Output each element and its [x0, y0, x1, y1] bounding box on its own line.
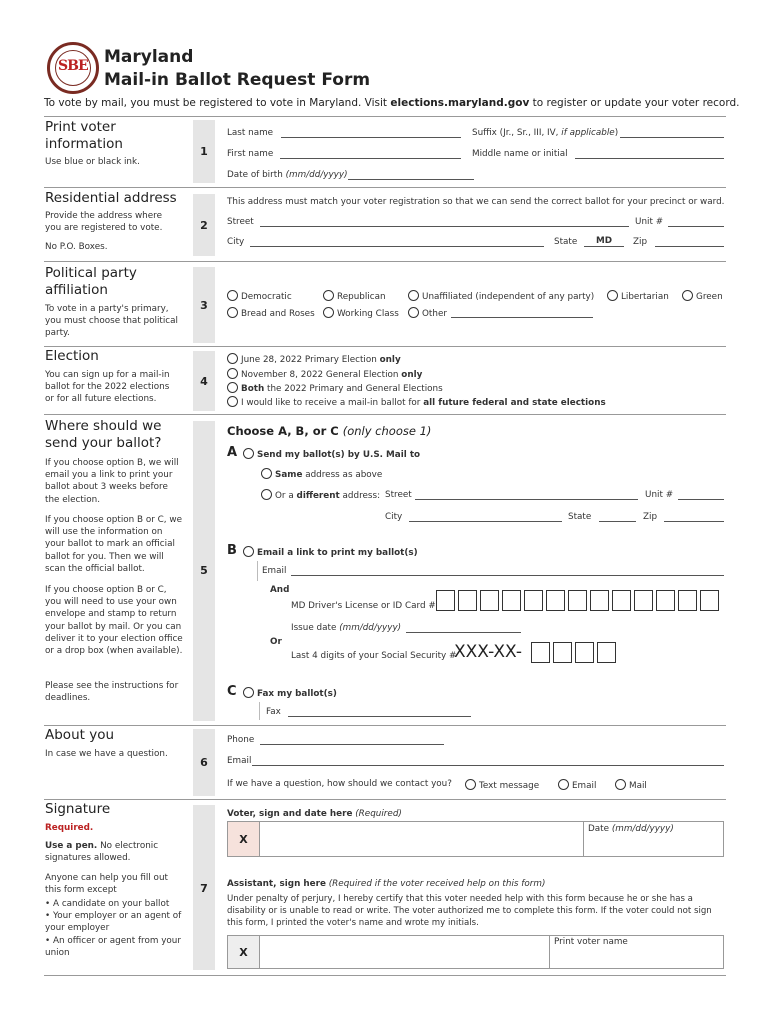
section-4-title: Election [45, 348, 99, 364]
ssn-digit-box[interactable] [575, 642, 594, 663]
fax-field[interactable] [288, 716, 471, 717]
section-4-note: You can sign up for a mail-in ballot for the 2022 elections or for all future elections. [45, 370, 170, 405]
ssn-prefix: XXX-XX- [454, 642, 522, 662]
choose-instruction: Choose A, B, or C (only choose 1) [227, 424, 432, 438]
last-name-label: Last name [227, 128, 274, 138]
radio-icon [615, 779, 626, 790]
radio-icon [243, 687, 254, 698]
suffix-field[interactable] [620, 137, 724, 138]
middle-name-field[interactable] [575, 158, 724, 159]
license-digit-box[interactable] [656, 590, 675, 611]
form-title: Mail-in Ballot Request Form [104, 70, 371, 90]
section-5-number: 5 [200, 564, 208, 577]
res-state-label: State [554, 237, 578, 247]
bottom-rule [44, 975, 726, 976]
license-digit-box[interactable] [480, 590, 499, 611]
section-3-note: To vote in a party's primary, you must choose that political party. [45, 304, 178, 339]
elections-link[interactable]: elections.maryland.gov [390, 97, 530, 109]
form-title-state: Maryland [104, 47, 194, 67]
exception-item: • A candidate on your ballot [45, 899, 170, 909]
radio-icon [465, 779, 476, 790]
contact-question: If we have a question, how should we contact you? [227, 779, 452, 789]
license-digit-box[interactable] [590, 590, 609, 611]
mail-street-field[interactable] [415, 499, 638, 500]
license-digit-box[interactable] [568, 590, 587, 611]
party-other[interactable]: Other [408, 307, 447, 319]
ssn-boxes[interactable] [531, 642, 616, 663]
sbe-seal-logo: SBE [47, 42, 99, 94]
mail-unit-label: Unit # [645, 490, 674, 500]
party-democratic[interactable]: Democratic [227, 290, 292, 302]
option-c-bracket [259, 702, 260, 720]
mail-zip-label: Zip [643, 512, 658, 522]
res-city-field[interactable] [250, 246, 544, 247]
section-divider [44, 261, 726, 262]
radio-icon [227, 290, 238, 301]
radio-icon [227, 382, 238, 393]
section-2-title: Residential address [45, 190, 177, 206]
help-intro: Anyone can help you fill out this form except [45, 873, 168, 896]
radio-icon [243, 448, 254, 459]
voter-signature-field[interactable] [260, 822, 583, 856]
res-zip-label: Zip [633, 237, 648, 247]
election-both[interactable]: Both the 2022 Primary and General Elections [227, 382, 443, 394]
mail-same-address[interactable]: Same address as above [261, 468, 382, 480]
section-2-note: Provide the address where you are registered to vote. [45, 211, 163, 234]
voter-sign-label: Voter, sign and date here (Required) [227, 809, 402, 819]
license-digit-box[interactable] [612, 590, 631, 611]
assistant-signature-box[interactable] [227, 935, 724, 969]
section-7-number: 7 [200, 882, 208, 895]
section-1-number: 1 [200, 145, 208, 158]
section-5-note-4: Please see the instructions for deadlines. [45, 681, 179, 704]
section-6-number: 6 [200, 756, 208, 769]
contact-email-label: Email [227, 756, 252, 766]
party-other-field[interactable] [451, 317, 593, 318]
section-3-title: Political party affiliation [45, 265, 137, 298]
party-republican[interactable]: Republican [323, 290, 386, 302]
first-name-field[interactable] [280, 158, 461, 159]
use-pen-note: Use a pen. No electronic signatures allowed. [45, 841, 159, 864]
election-general-only[interactable]: November 8, 2022 General Election only [227, 368, 422, 380]
section-divider [44, 799, 726, 800]
first-name-label: First name [227, 149, 274, 159]
radio-icon [227, 368, 238, 379]
section-1-title: Print voter information [45, 119, 123, 152]
radio-icon [227, 396, 238, 407]
b-email-field[interactable] [291, 575, 724, 576]
middle-name-label: Middle name or initial [472, 149, 568, 159]
contact-email[interactable]: Email [558, 779, 596, 791]
res-street-field[interactable] [260, 226, 629, 227]
mail-state-label: State [568, 512, 592, 522]
option-c-fax[interactable]: Fax my ballot(s) [243, 687, 337, 699]
section-4-number: 4 [200, 375, 208, 388]
license-digit-box[interactable] [546, 590, 565, 611]
radio-icon [682, 290, 693, 301]
voter-signature-box[interactable] [227, 821, 724, 857]
license-digit-box[interactable] [458, 590, 477, 611]
section-2-note-pobox: No P.O. Boxes. [45, 242, 108, 252]
dob-field[interactable] [348, 179, 474, 180]
party-libertarian[interactable]: Libertarian [607, 290, 669, 302]
radio-icon [227, 307, 238, 318]
section-6-title: About you [45, 727, 115, 743]
res-zip-field[interactable] [655, 246, 724, 247]
res-state-value: MD [584, 236, 624, 247]
voter-date-field[interactable]: Date (mm/dd/yyyy) [583, 822, 723, 856]
signature-required: Required. [45, 823, 94, 833]
license-digit-box[interactable] [678, 590, 697, 611]
radio-icon [607, 290, 618, 301]
radio-icon [261, 489, 272, 500]
contact-email-field[interactable] [252, 765, 724, 766]
option-c-letter: C [227, 684, 237, 699]
license-digit-box[interactable] [700, 590, 719, 611]
help-exceptions [45, 898, 185, 959]
mail-street-label: Street [385, 490, 412, 500]
section-5-note-1: If you choose option B, we will email you a link to print your ballot about 3 weeks before the election. [45, 458, 179, 505]
section-6-note: In case we have a question. [45, 749, 168, 759]
suffix-label: Suffix (Jr., Sr., III, IV, if applicable) [472, 128, 619, 138]
phone-label: Phone [227, 735, 255, 745]
section-divider [44, 725, 726, 726]
or-label: Or [270, 637, 282, 647]
res-street-label: Street [227, 217, 254, 227]
assistant-penalty-statement: Under penalty of perjury, I hereby certify that this voter needed help with this form because he or she has a disability or is unable to read or write. The voter authorized me to complete this form. If the voter could not sign this form, I printed the voter's name and wrote my initials. [227, 894, 712, 929]
option-b-email[interactable]: Email a link to print my ballot(s) [243, 546, 418, 558]
dob-label: Date of birth (mm/dd/yyyy) [227, 170, 348, 180]
radio-icon [408, 290, 419, 301]
section-1-note: Use blue or black ink. [45, 157, 140, 167]
ssn-digit-box[interactable] [553, 642, 572, 663]
party-unaffiliated[interactable]: Unaffiliated (independent of any party) [408, 290, 594, 302]
radio-icon [323, 307, 334, 318]
last-name-field[interactable] [281, 137, 461, 138]
license-digit-box[interactable] [436, 590, 455, 611]
election-all-future[interactable]: I would like to receive a mail-in ballot for all future federal and state elections [227, 396, 606, 408]
mail-city-field[interactable] [409, 521, 562, 522]
section-5-note-2: If you choose option B or C, we will use the information on your ballot to mark an official ballot for you. Then we will scan the official ballot. [45, 515, 182, 574]
section-divider [44, 414, 726, 415]
res-unit-field[interactable] [668, 226, 724, 227]
radio-icon [408, 307, 419, 318]
section-5-note-3: If you choose option B or C, you will need to use your own envelope and stamp to return your ballot by mail. Or you can deliver it to your election office or a drop box (when available). [45, 585, 183, 657]
ssn-label: Last 4 digits of your Social Security # [291, 651, 457, 661]
assistant-signature-field[interactable] [260, 936, 549, 968]
party-working-class[interactable]: Working Class [323, 307, 399, 319]
option-b-letter: B [227, 543, 237, 558]
res-unit-label: Unit # [635, 217, 664, 227]
b-email-label: Email [262, 566, 287, 576]
license-digit-box[interactable] [524, 590, 543, 611]
mail-state-field[interactable] [599, 521, 636, 522]
print-voter-name-field[interactable]: Print voter name [549, 936, 723, 968]
and-label: And [270, 585, 290, 595]
radio-icon [323, 290, 334, 301]
option-b-bracket [257, 561, 258, 581]
section-2-number: 2 [200, 219, 208, 232]
election-primary-only[interactable]: June 28, 2022 Primary Election only [227, 353, 401, 365]
ssn-digit-box[interactable] [531, 642, 550, 663]
radio-icon [243, 546, 254, 557]
mail-unit-field[interactable] [678, 499, 724, 500]
mail-different-address[interactable]: Or a different address: [261, 489, 380, 501]
license-digit-box[interactable] [502, 590, 521, 611]
section-7-title: Signature [45, 801, 111, 817]
res-city-label: City [227, 237, 245, 247]
license-label: MD Driver's License or ID Card # [291, 601, 436, 611]
option-a-letter: A [227, 445, 238, 460]
exception-item: • Your employer or an agent of your employer [45, 911, 182, 934]
radio-icon [227, 353, 238, 364]
mail-zip-field[interactable] [664, 521, 724, 522]
radio-icon [261, 468, 272, 479]
residential-instruction: This address must match your voter registration so that we can send the correct ballot for your precinct or ward. [227, 197, 725, 207]
contact-mail[interactable]: Mail [615, 779, 647, 791]
assistant-sign-label: Assistant, sign here (Required if the voter received help on this form) [227, 879, 546, 889]
assistant-sign-x: X [228, 936, 260, 968]
section-5-title: Where should we send your ballot? [45, 418, 162, 451]
party-bread-and-roses[interactable]: Bread and Roses [227, 307, 315, 319]
contact-text-message[interactable]: Text message [465, 779, 539, 791]
exception-item: • An officer or agent from your union [45, 935, 181, 958]
party-green[interactable]: Green [682, 290, 723, 302]
section-divider [44, 187, 726, 188]
license-boxes[interactable] [436, 590, 719, 611]
ssn-digit-box[interactable] [597, 642, 616, 663]
fax-label: Fax [266, 707, 281, 717]
issue-date-field[interactable] [406, 632, 521, 633]
license-digit-box[interactable] [634, 590, 653, 611]
issue-date-label: Issue date (mm/dd/yyyy) [291, 623, 402, 633]
intro-text: To vote by mail, you must be registered to vote in Maryland. Visit elections.maryland.gov to register or update your voter record. [44, 97, 740, 109]
mail-city-label: City [385, 512, 403, 522]
section-divider [44, 116, 726, 117]
section-3-number: 3 [200, 299, 208, 312]
voter-sign-x: X [228, 822, 260, 856]
phone-field[interactable] [260, 744, 444, 745]
section-divider [44, 346, 726, 347]
radio-icon [558, 779, 569, 790]
option-a-mail[interactable]: Send my ballot(s) by U.S. Mail to [243, 448, 420, 460]
